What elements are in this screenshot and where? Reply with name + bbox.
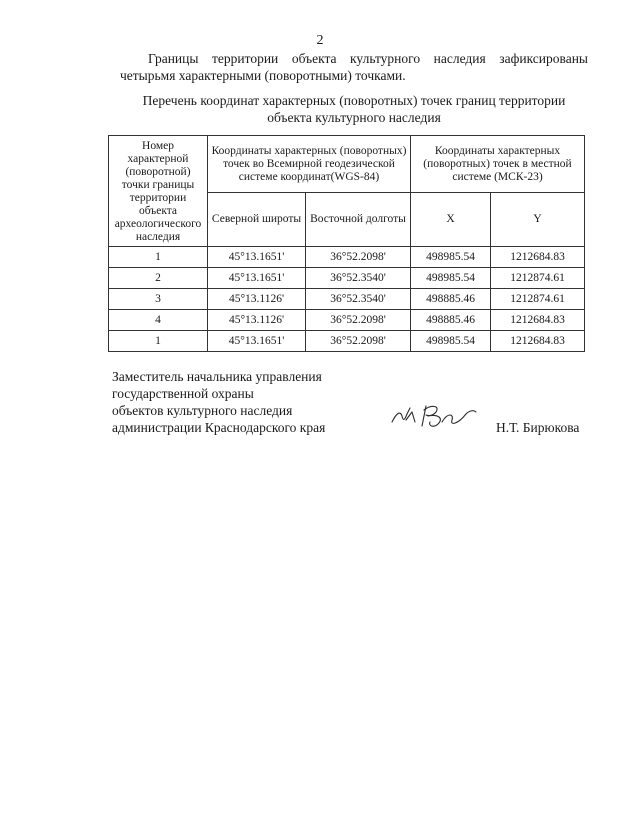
point-number-cell: 2: [109, 268, 208, 289]
latitude-cell: 45°13.1651': [208, 247, 306, 268]
y-cell: 1212874.61: [491, 289, 585, 310]
coordinates-table: [108, 135, 585, 352]
y-cell: 1212684.83: [491, 331, 585, 352]
y-cell: 1212684.83: [491, 310, 585, 331]
x-cell: 498885.46: [411, 289, 491, 310]
page-number: 2: [316, 33, 324, 48]
position-line-3: объектов культурного наследия: [112, 403, 293, 418]
latitude-cell: 45°13.1651': [208, 331, 306, 352]
point-number-header: Номер характерной (поворотной) точки границы территории объекта археологического наследия: [109, 136, 208, 247]
x-cell: 498985.54: [411, 247, 491, 268]
y-cell: 1212874.61: [491, 268, 585, 289]
position-line-4: администрации Краснодарского края: [112, 420, 326, 435]
east-longitude-header: Восточной долготы: [306, 193, 411, 247]
x-cell: 498885.46: [411, 310, 491, 331]
table-row: [109, 247, 585, 268]
x-cell: 498985.54: [411, 268, 491, 289]
local-group-header: Координаты характерных (поворотных) точек в местной системе (МСК-23): [411, 136, 585, 193]
y-header: Y: [491, 193, 585, 247]
latitude-cell: 45°13.1126': [208, 289, 306, 310]
north-latitude-header: Северной широты: [208, 193, 306, 247]
point-number-cell: 4: [109, 310, 208, 331]
y-cell: 1212684.83: [491, 247, 585, 268]
position-line-2: государственной охраны: [112, 386, 254, 401]
longitude-cell: 36°52.2098': [306, 247, 411, 268]
table-row: [109, 331, 585, 352]
handwritten-signature: [388, 400, 478, 432]
wgs-group-header: Координаты характерных (поворотных) точек во Всемирной геодезической системе координат(WGS-84): [208, 136, 411, 193]
longitude-cell: 36°52.2098': [306, 331, 411, 352]
table-row: [109, 310, 585, 331]
latitude-cell: 45°13.1651': [208, 268, 306, 289]
signatory-position: [112, 368, 352, 436]
list-title-line-1: Перечень координат характерных (поворотных) точек границ территории: [142, 93, 566, 108]
latitude-cell: 45°13.1126': [208, 310, 306, 331]
point-number-cell: 3: [109, 289, 208, 310]
position-line-1: Заместитель начальника управления: [112, 369, 322, 384]
table-row: [109, 268, 585, 289]
longitude-cell: 36°52.2098': [306, 310, 411, 331]
list-title-line-2: объекта культурного наследия: [267, 110, 441, 125]
intro-paragraph: Границы территории объекта культурного наследия зафиксированы четырьмя характерными (поворотными) точками.: [120, 51, 588, 83]
point-number-cell: 1: [109, 247, 208, 268]
point-number-cell: 1: [109, 331, 208, 352]
list-title: [120, 92, 588, 126]
longitude-cell: 36°52.3540': [306, 268, 411, 289]
longitude-cell: 36°52.3540': [306, 289, 411, 310]
signer-name: Н.Т. Бирюкова: [496, 420, 580, 435]
x-cell: 498985.54: [411, 331, 491, 352]
x-header: X: [411, 193, 491, 247]
table-header-row: [109, 136, 585, 193]
table-row: [109, 289, 585, 310]
